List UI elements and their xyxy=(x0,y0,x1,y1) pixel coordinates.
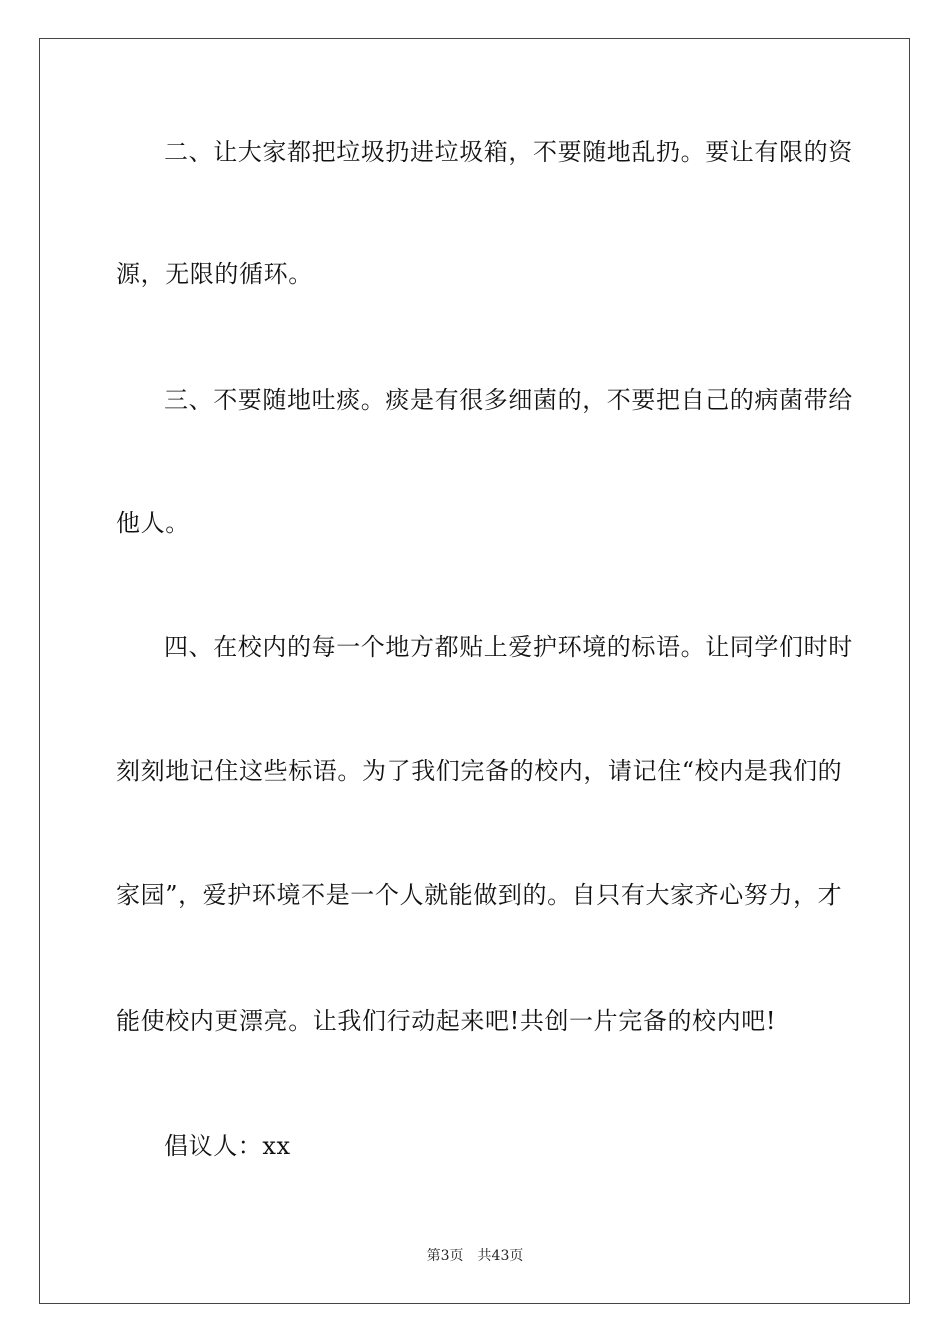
page-footer xyxy=(0,1247,950,1265)
paragraph-4-line-2: 刻刻地记住这些标语。为了我们完备的校内，请记住“校内是我们的 xyxy=(116,757,843,785)
paragraph-3-line-1: 三、不要随地吐痰。痰是有很多细菌的，不要把自己的病菌带给 xyxy=(164,386,853,414)
paragraph-4-line-4: 能使校内更漂亮。让我们行动起来吧!共创一片完备的校内吧! xyxy=(116,1007,777,1035)
paragraph-4-line-1: 四、在校内的每一个地方都贴上爱护环境的标语。让同学们时时 xyxy=(164,633,853,661)
page-number: 第3页 xyxy=(426,1248,464,1264)
proposer-signature-line: 倡议人：xx xyxy=(164,1132,291,1160)
paragraph-2-line-1: 二、让大家都把垃圾扔进垃圾箱，不要随地乱扔。要让有限的资 xyxy=(164,138,853,166)
paragraph-3-line-2: 他人。 xyxy=(116,509,190,537)
paragraph-4-line-3: 家园”，爱护环境不是一个人就能做到的。自只有大家齐心努力，才 xyxy=(116,881,843,909)
total-pages: 共43页 xyxy=(477,1248,524,1264)
page-border xyxy=(39,38,910,1304)
paragraph-2-line-2: 源，无限的循环。 xyxy=(116,260,313,288)
